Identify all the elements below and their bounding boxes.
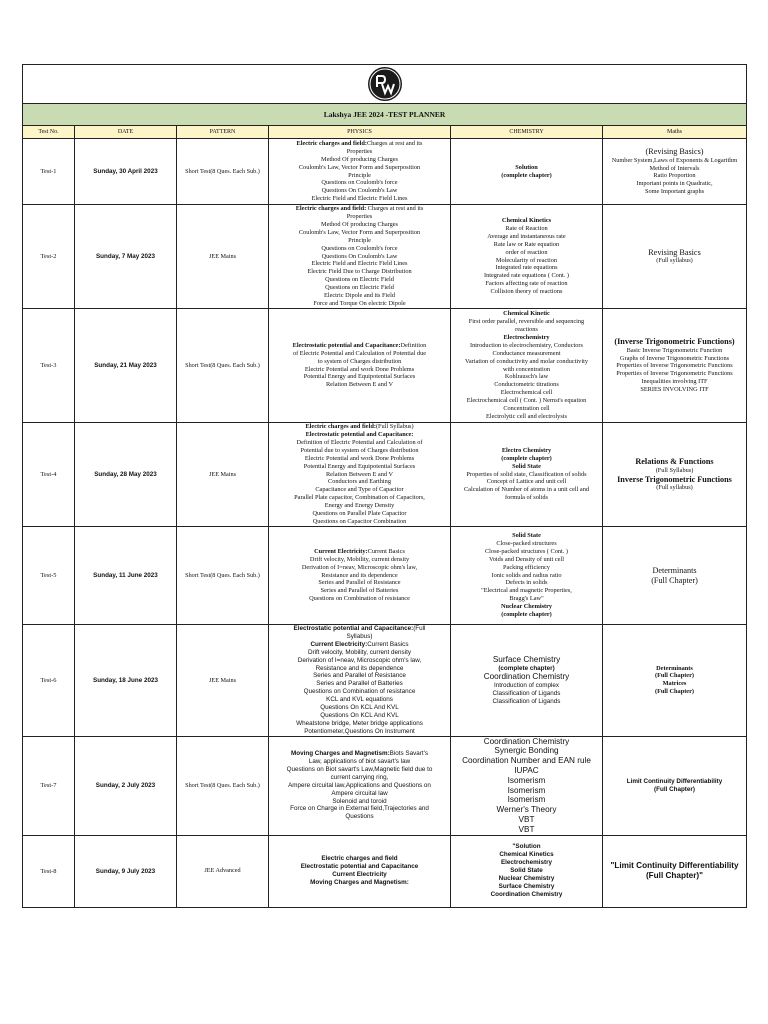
topic-detail: Biots Savart's (389, 750, 428, 758)
physics-topics (269, 139, 451, 205)
subject-line: (complete chapter) (501, 611, 552, 619)
test-number: Test-4 (23, 423, 75, 527)
subject-line: Electric Field and Electric Field Lines (311, 260, 408, 268)
subject-line: Capacitance and Type of Capacitor (315, 486, 404, 494)
topic-heading: Electrostatic potential and Capacitance: (293, 625, 414, 632)
topic-detail: Charges at rest and its (366, 205, 424, 213)
subject-line: (Full Chapter)" (645, 871, 704, 881)
subject-line: (Full Chapter) (654, 688, 694, 696)
subject-line: Electrolytic cell and electrolysis (486, 412, 567, 420)
test-row (23, 309, 747, 423)
subject-line: Revising Basics (648, 247, 701, 257)
subject-line: current carrying ring, (330, 773, 389, 781)
subject-line: Calculation of Number of atoms in a unit cell and (463, 486, 590, 494)
test-number: Test-2 (23, 205, 75, 309)
subject-line: Collision theory of reactions (490, 288, 563, 296)
subject-line: Nuclear Chemistry (500, 603, 553, 611)
pattern-line: JEE Mains (209, 252, 236, 260)
test-row (23, 835, 747, 907)
subject-line: Questions on Coulomb's force (321, 179, 398, 187)
test-date: Sunday, 7 May 2023 (75, 205, 177, 309)
test-date: Sunday, 18 June 2023 (75, 625, 177, 737)
subject-line: Questions On KCL And KVL (320, 711, 399, 719)
subject-line: Law, applications of biot savart's law (308, 758, 411, 765)
subject-line: Potential due to system of Charges distribution (300, 446, 419, 454)
subject-line: Method Of producing Charges (320, 220, 398, 228)
subject-line: Electrochemical cell (500, 389, 553, 397)
subject-line: Definition of Electric Potential and Calculation of (296, 438, 423, 446)
topic-heading: Electric charges and field: (296, 139, 367, 147)
subject-line: Drift velocity, Mobility, current density (309, 555, 410, 563)
subject-line: Average and instantaneous rate (487, 232, 566, 240)
subject-line (271, 342, 448, 350)
subject-line: Questions on Electric Field (325, 276, 394, 284)
test-date: Sunday, 21 May 2023 (75, 309, 177, 423)
subject-line: (complete chapter) (501, 454, 552, 462)
test-pattern (177, 736, 269, 835)
test-row (23, 625, 747, 737)
subject-line: VBT (518, 815, 535, 825)
subject-line: Ionic solids and radius ratio (491, 571, 562, 579)
subject-line: Principle (348, 236, 371, 244)
subject-line: Bragg's Law" (509, 595, 544, 603)
subject-line: "Electrical and magnetic Properties, (481, 587, 572, 595)
subject-line: Current Electricity (332, 871, 387, 879)
topic-detail: Charges at rest and its (366, 139, 423, 147)
subject-line: Questions on Parallel Plate Capacitor (312, 510, 407, 518)
subject-line: Properties of solid state, Classification of solids (466, 470, 587, 478)
subject-line: (Full Chapter) (651, 575, 698, 585)
subject-line (271, 750, 448, 758)
test-date: Sunday, 11 June 2023 (75, 527, 177, 625)
subject-line: Isomerism (507, 775, 546, 785)
subject-line: to system of Charges distribution (317, 357, 402, 365)
test-number: Test-1 (23, 139, 75, 205)
subject-line: Close-packed structures ( Cont. ) (484, 547, 569, 555)
topic-heading: Moving Charges and Magnetism: (291, 750, 390, 758)
subject-line: SERIES INVOLVING ITF (640, 386, 709, 394)
pattern-line: JEE Advanced (204, 867, 241, 875)
maths-topics (603, 625, 747, 737)
subject-line: KCL and KVL equations (326, 696, 393, 704)
pattern-line: (8 Ques. Each Sub.) (210, 781, 260, 789)
subject-line: Introduction of complex (493, 682, 560, 690)
test-date: Sunday, 9 July 2023 (75, 835, 177, 907)
subject-line: Electrochemistry (500, 859, 553, 867)
subject-line (271, 205, 448, 213)
subject-line: Introduction to electrochemistry, Conductors (470, 341, 583, 349)
subject-line: Solid State (512, 532, 541, 540)
test-planner-table (22, 64, 747, 908)
maths-topics (603, 205, 747, 309)
topic-detail: Definition (400, 341, 427, 349)
subject-line: Properties (346, 147, 373, 155)
test-pattern (177, 625, 269, 737)
subject-line: Electrostatic potential and Capacitance: (305, 431, 414, 439)
subject-line: Series and Parallel of Batteries (320, 587, 399, 595)
subject-line: "Solution (512, 843, 541, 851)
subject-line: Electric Field and Electric Field Lines (311, 195, 408, 203)
subject-line: Voids and Density of unit cell (489, 555, 564, 563)
subject-line: Werner's Theory (496, 805, 557, 815)
subject-line: Determinants (652, 565, 697, 575)
subject-line: Variation of conductivity and molar conductivity (465, 357, 588, 365)
subject-line: of Electric Potential and Calculation of Potential due (292, 349, 427, 357)
physics-topics (269, 205, 451, 309)
subject-line: (complete chapter) (501, 171, 552, 179)
subject-line: Concept of Lattice and unit cell (486, 478, 567, 486)
pattern-line: (8 Ques. Each Sub.) (210, 571, 260, 579)
subject-line: Relations & Functions (635, 456, 714, 466)
subject-line: Synergic Bonding (494, 746, 559, 756)
subject-line: Series and Parallel of Resistance (318, 579, 401, 587)
test-number: Test-8 (23, 835, 75, 907)
test-pattern (177, 835, 269, 907)
test-row (23, 423, 747, 527)
pattern-line: (8 Ques. Each Sub.) (210, 167, 260, 175)
header-physics: PHYSICS (269, 126, 451, 139)
subject-line: Wheatstone bridge, Meter bridge applications (296, 719, 423, 727)
subject-line: Solid State (510, 867, 543, 875)
subject-line: Kohlrausch's law (504, 373, 549, 381)
subject-line: Number System,Laws of Exponents & Logarithm (611, 156, 738, 164)
subject-line: Questions on Electric Field (325, 284, 394, 292)
physics-topics (269, 527, 451, 625)
subject-line: Solenoid and toroid (332, 797, 387, 805)
subject-line: Derivation of I=neav, Microscopic ohm's law, (301, 563, 418, 571)
subject-line: Ratio Proportion (653, 172, 696, 180)
subject-line: Electrostatic potential and Capacitance (300, 863, 419, 871)
subject-line: (Revising Basics) (645, 146, 704, 156)
subject-line: Coulomb's Law, Vector Form and Superposition (298, 228, 421, 236)
subject-line (271, 641, 448, 649)
subject-line: Electric Potential and work Done Problems (304, 454, 415, 462)
pattern-line: Short Test (185, 781, 211, 789)
test-number: Test-6 (23, 625, 75, 737)
subject-line: Questions on Combination of resistance (303, 688, 416, 696)
subject-line: Classification of Ligands (492, 690, 561, 698)
test-date: Sunday, 30 April 2023 (75, 139, 177, 205)
pattern-line: (8 Ques. Each Sub.) (210, 361, 260, 369)
subject-line (271, 548, 448, 556)
pattern-line: Short Test (185, 571, 211, 579)
subject-line: Resistance and its dependence (321, 571, 398, 579)
subject-line: (Full Chapter) (654, 672, 694, 680)
topic-detail: (Full Syllabus) (375, 423, 414, 431)
subject-line: IUPAC (514, 766, 539, 776)
physics-topics (269, 835, 451, 907)
subject-line: Potential Energy and Equipotential Surfaces (303, 373, 416, 381)
subject-line: Method Of producing Charges (320, 155, 398, 163)
test-row (23, 205, 747, 309)
subject-line: Determinants (656, 664, 693, 672)
topic-heading: Current Electricity: (314, 547, 368, 555)
test-pattern (177, 309, 269, 423)
maths-topics (603, 736, 747, 835)
subject-line: Questions on Biot savart's Law,Magnetic field due to (286, 765, 433, 773)
subject-line: First order parallel, reversible and sequencing (468, 318, 585, 326)
subject-line: (Inverse Trigonometric Functions) (614, 336, 735, 346)
subject-line: Isomerism (507, 785, 546, 795)
subject-line: (Full Syllabus) (655, 466, 694, 474)
subject-line: Nuclear Chemistry (498, 875, 555, 883)
chemistry-topics (451, 736, 603, 835)
subject-line: Defects in solids (505, 579, 548, 587)
subject-line: Drift velocity, Mobility, current density (308, 648, 411, 656)
title-row (23, 104, 747, 126)
subject-line: Questions (345, 813, 374, 821)
subject-line: Factors affecting rate of reaction (485, 280, 568, 288)
physics-topics (269, 625, 451, 737)
topic-detail: Current Basics (367, 640, 409, 648)
subject-line: Coulomb's Law, Vector Form and Superposition (298, 163, 421, 171)
subject-line: Principle (348, 171, 371, 179)
physics-topics (269, 309, 451, 423)
subject-line: Chemical Kinetic (503, 310, 550, 318)
subject-line: Questions On Coulomb's Law (321, 187, 398, 195)
topic-heading: Current Electricity: (310, 640, 368, 648)
subject-line: Integrated rate equations (495, 264, 558, 272)
subject-line: Inverse Trigonometric Functions (617, 474, 732, 484)
maths-topics (603, 139, 747, 205)
subject-line: VBT (518, 824, 535, 834)
chemistry-topics (451, 835, 603, 907)
subject-line: Electric Potential and work Done Problems (304, 365, 415, 373)
subject-line: Parallel Plate capacitor, Combination of Capacitors, (294, 494, 425, 502)
subject-line: Basic Inverse Trigonometric Function (626, 346, 723, 354)
topic-heading: Electric charges and field: (295, 205, 367, 213)
subject-line (271, 140, 448, 148)
subject-line: Close-packed structures (496, 539, 557, 547)
subject-line: Coordination Chemistry (483, 672, 570, 682)
subject-line: Coordination Chemistry (490, 890, 563, 898)
subject-line: Properties of Inverse Trigonometric Functions (616, 362, 733, 370)
chemistry-topics (451, 139, 603, 205)
subject-line: Ampere circuital law (331, 789, 388, 797)
subject-line: (Full syllabus) (656, 484, 693, 492)
topic-heading: Electric charges and field: (305, 423, 376, 431)
subject-line: Coordination Number and EAN rule (462, 756, 591, 766)
subject-line: Packing efficiency (503, 563, 550, 571)
test-number: Test-5 (23, 527, 75, 625)
subject-line: Surface Chemistry (492, 654, 561, 664)
subject-line: Molecularity of reaction (495, 256, 558, 264)
subject-line: Some Important graphs (644, 188, 705, 196)
subject-line: Electrochemical cell ( Cont. ) Nernst's equation (466, 397, 587, 405)
maths-topics (603, 309, 747, 423)
subject-line: with concentration (502, 365, 551, 373)
physics-topics (269, 736, 451, 835)
subject-line: Series and Parallel of Batteries (316, 680, 403, 688)
subject-line: Inequalities involving ITF (641, 378, 708, 386)
test-row (23, 139, 747, 205)
planner-title: Lakshya JEE 2024 -TEST PLANNER (23, 104, 747, 126)
subject-line: Limit Continuity Differentiability (626, 777, 723, 785)
subject-line: formula of solids (504, 494, 549, 502)
subject-line: Electrochemistry (503, 333, 550, 341)
subject-line: Questions on Combination of resistance (309, 595, 410, 603)
chemistry-topics (451, 527, 603, 625)
subject-line: Moving Charges and Magnetism: (310, 879, 409, 887)
pattern-line: JEE Mains (209, 470, 236, 478)
subject-line: Questions on Capacitor Combination (312, 517, 407, 525)
subject-line (271, 423, 448, 431)
subject-line: Electric Field Due to Charge Distribution (307, 268, 412, 276)
subject-line: Questions on Coulomb's force (321, 244, 398, 252)
test-number: Test-7 (23, 736, 75, 835)
subject-line: (complete chapter) (498, 664, 555, 672)
subject-line: Relation Between E and V (325, 470, 394, 478)
subject-line: Ampere circuital law,Applications and Questions on (288, 781, 431, 789)
pattern-line: JEE Mains (209, 676, 236, 684)
subject-line: Solid State (512, 462, 541, 470)
subject-line: Syllabus) (346, 632, 373, 640)
subject-line: Conductors and Earthing (328, 478, 391, 486)
subject-line: Graphs of Inverse Trigonometric Functions (619, 354, 730, 362)
subject-line: Important points in Quadratic, (636, 180, 713, 188)
subject-line: Rate of Reaction (505, 224, 548, 232)
test-row (23, 527, 747, 625)
subject-line: Relation Between E and V (325, 381, 394, 389)
test-pattern (177, 423, 269, 527)
subject-line: Questions On KCL And KVL (320, 704, 399, 712)
subject-line: order of reaction (505, 248, 548, 256)
subject-line: Conductometric titrations (494, 381, 559, 389)
subject-line: Surface Chemistry (498, 883, 555, 891)
header-date: DATE (75, 126, 177, 139)
subject-line: Questions On Coulomb's Law (321, 252, 398, 260)
logo-row (23, 65, 747, 104)
test-date: Sunday, 28 May 2023 (75, 423, 177, 527)
topic-detail: Current Basics (367, 547, 405, 555)
subject-line: Conductance measurement (492, 349, 561, 357)
subject-line: Rate law or Rate equation (493, 240, 560, 248)
chemistry-topics (451, 309, 603, 423)
chemistry-topics (451, 625, 603, 737)
chemistry-topics (451, 423, 603, 527)
header-maths: Maths (603, 126, 747, 139)
subject-line: Coordination Chemistry (483, 736, 570, 746)
subject-line: Integrated rate equations ( Cont. ) (484, 272, 569, 280)
subject-line: Properties (346, 213, 373, 221)
maths-topics (603, 423, 747, 527)
subject-line: reactions (515, 325, 538, 333)
topic-heading: Electrostatic potential and Capacitance: (292, 341, 401, 349)
subject-line: Series and Parallel of Resistance (313, 672, 406, 680)
test-number: Test-3 (23, 309, 75, 423)
subject-line: Force on Charge in External field,Trajectories and (290, 805, 429, 813)
pattern-line: Short Test (185, 167, 211, 175)
subject-line: Derivation of I=neav, Microscopic ohm's law, (297, 656, 422, 664)
header-pattern: PATTERN (177, 126, 269, 139)
subject-line: Method of Intervals (649, 164, 700, 172)
subject-line: Classification of Ligands (492, 698, 561, 706)
pw-logo-icon (368, 67, 402, 101)
topic-detail: (Full (413, 625, 426, 632)
subject-line: Energy and Energy Density (324, 502, 395, 510)
subject-line: Isomerism (507, 795, 546, 805)
subject-line: Concentration cell (503, 405, 550, 413)
subject-line: Matrices (662, 680, 687, 688)
subject-line: Chemical Kinetics (501, 216, 552, 224)
test-row (23, 736, 747, 835)
chemistry-topics (451, 205, 603, 309)
subject-line: Force and Torque On electric Dipole (313, 299, 406, 307)
test-pattern (177, 205, 269, 309)
subject-line: Resistance and its dependence (315, 664, 404, 672)
pattern-line: Short Test (185, 361, 211, 369)
header-chemistry: CHEMISTRY (451, 126, 603, 139)
subject-line: Electric Dipole and its Field (324, 292, 395, 300)
subject-line: Electric charges and field (321, 855, 398, 863)
maths-topics (603, 527, 747, 625)
physics-topics (269, 423, 451, 527)
subject-line: Potentiometer,Questions On Instrument (304, 727, 415, 735)
subject-line: "Limit Continuity Differentiability (610, 861, 739, 871)
subject-line: Electro Chemistry (501, 446, 552, 454)
header-test-no: Test No. (23, 126, 75, 139)
subject-line: Solution (515, 163, 538, 171)
test-date: Sunday, 2 July 2023 (75, 736, 177, 835)
subject-line: Potential Energy and Equipotential Surfaces (303, 462, 416, 470)
test-pattern (177, 527, 269, 625)
subject-line (271, 625, 448, 633)
maths-topics (603, 835, 747, 907)
subject-line: Properties of Inverse Trigonometric Functions (616, 370, 733, 378)
subject-line: Chemical Kinetics (499, 851, 554, 859)
subject-line: (Full syllabus) (656, 257, 693, 265)
subject-line: (Full Chapter) (654, 785, 695, 793)
header-row (23, 126, 747, 139)
test-pattern (177, 139, 269, 205)
